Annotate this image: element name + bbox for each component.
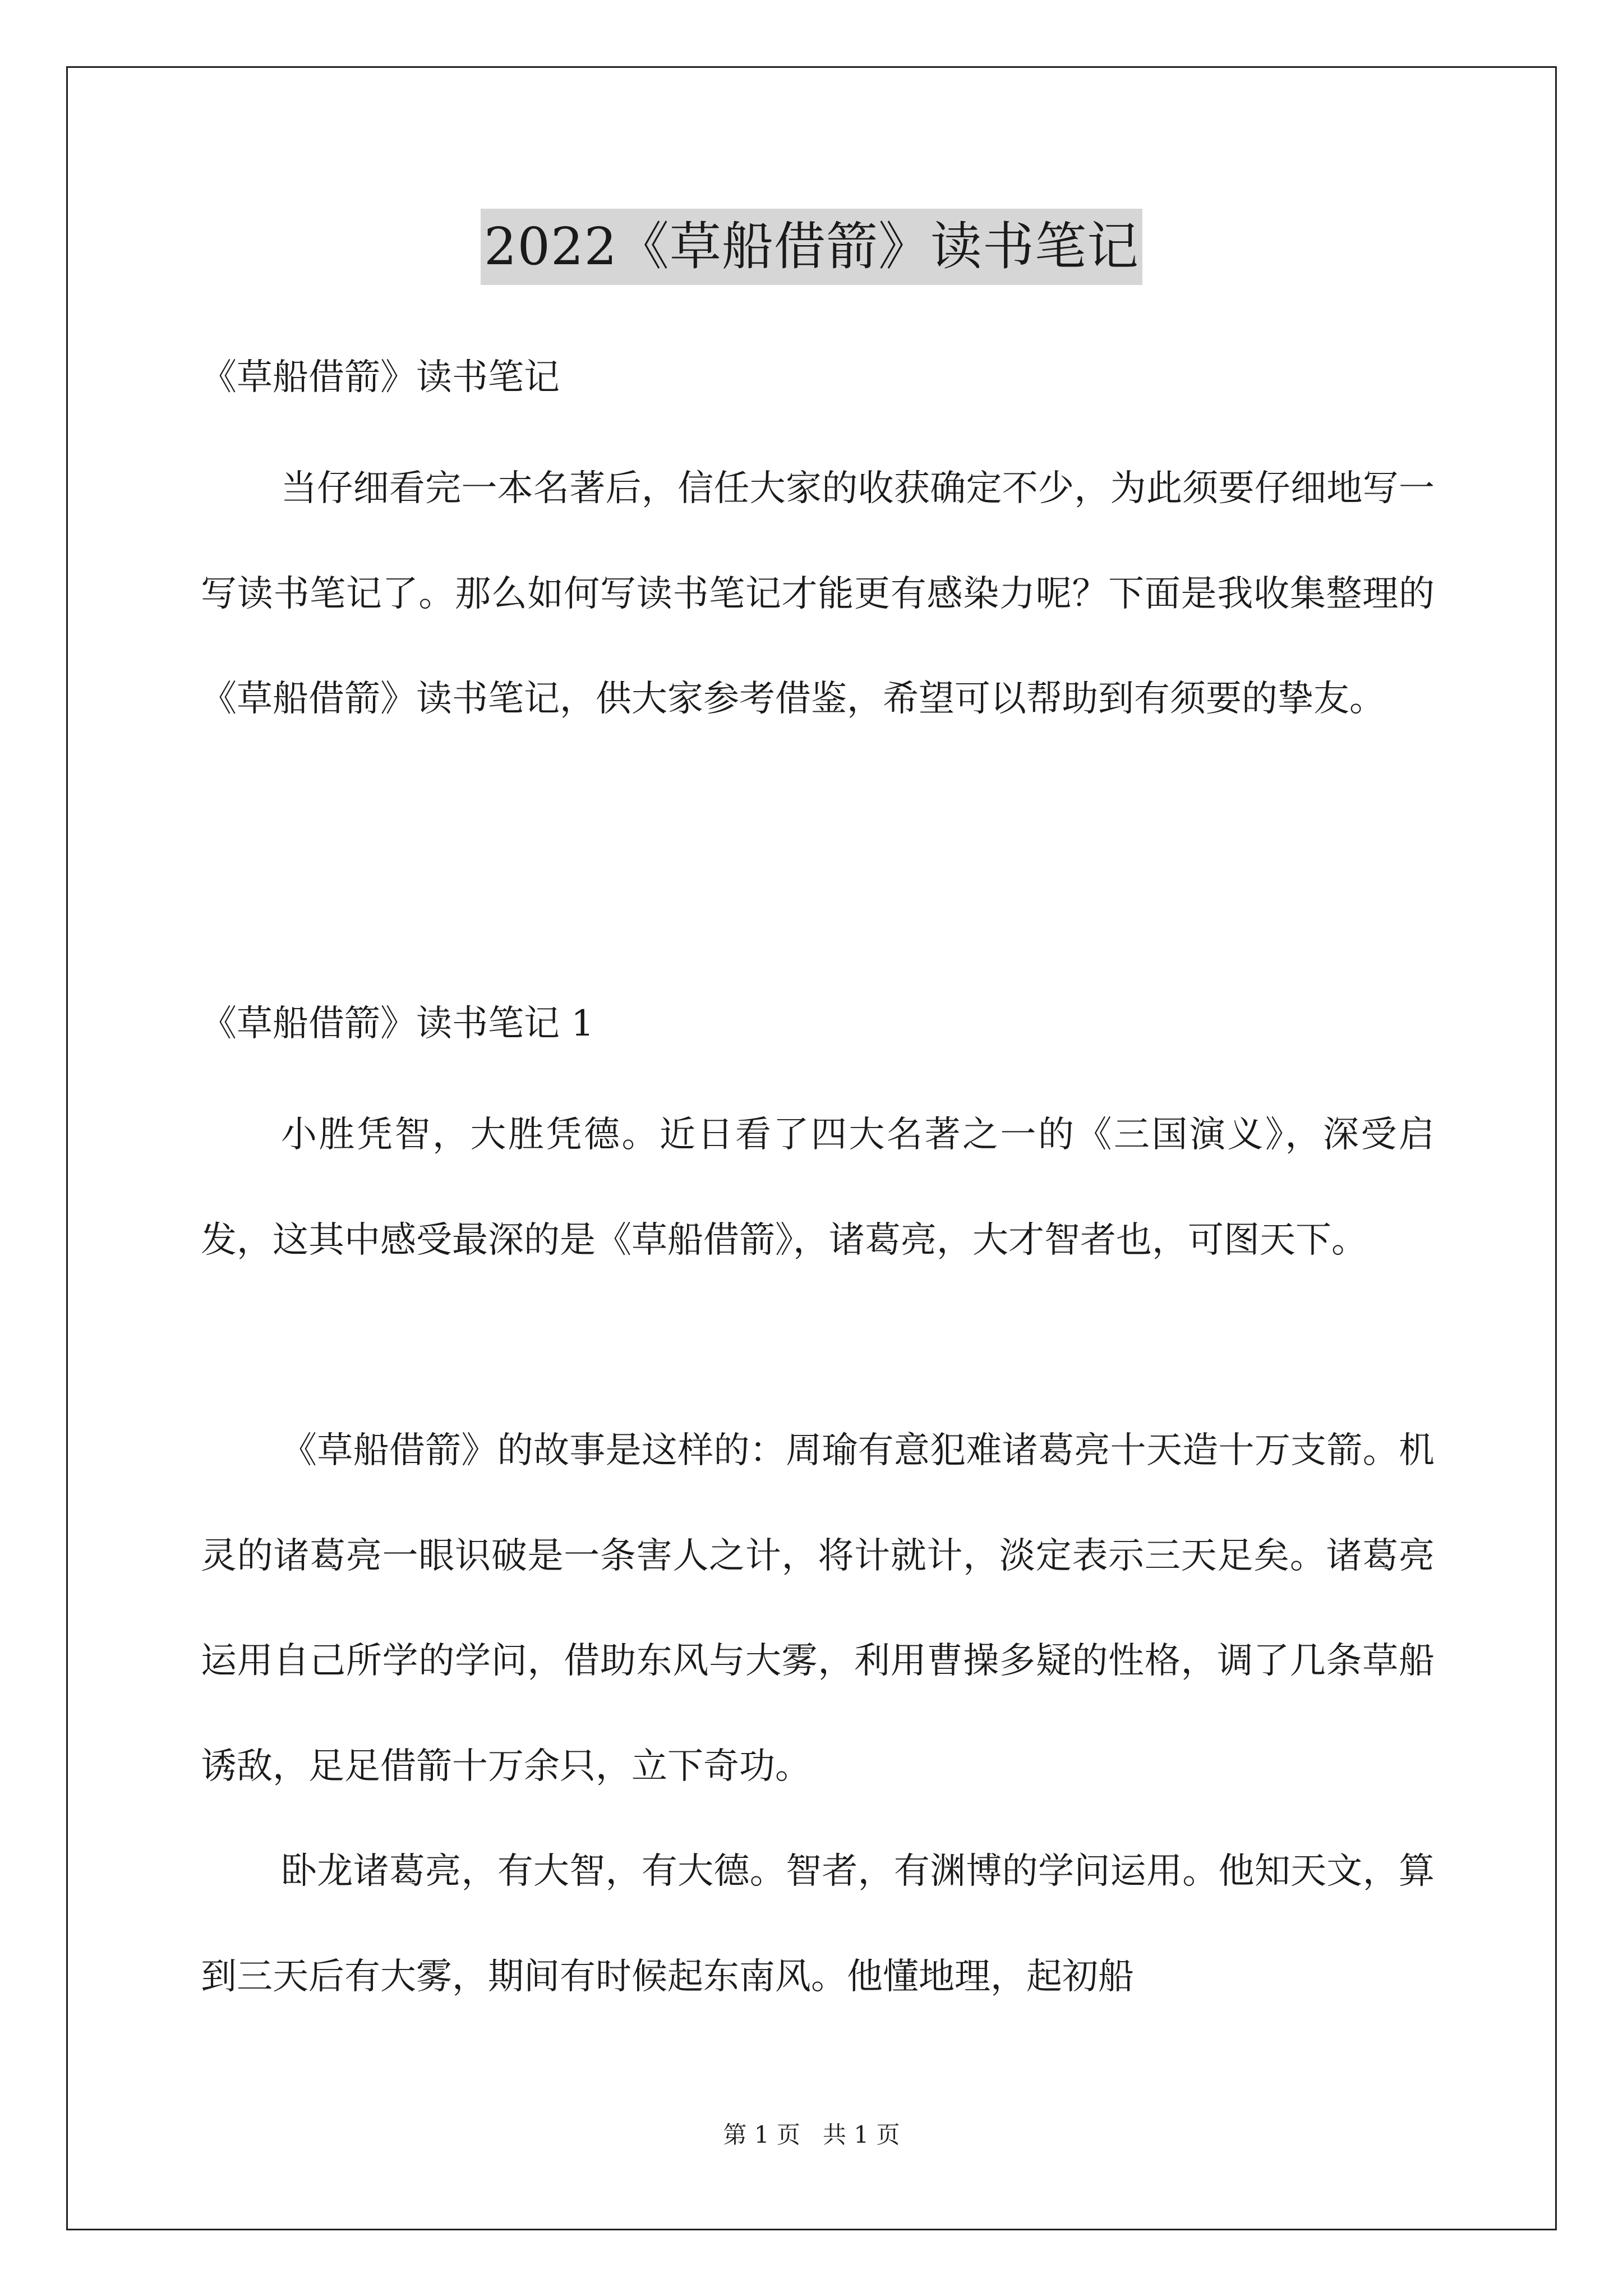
intro-subheading: 《草船借箭》读书笔记 [201, 357, 560, 398]
body-paragraph: 《草船借箭》的故事是这样的：周瑜有意犯难诸葛亮十天造十万支箭。机灵的诸葛亮一眼识破是一条害人之计，将计就计，淡定表示三天足矣。诸葛亮运用自己所学的学问，借助东风与大雾，利用曹操多疑的性格，调了几条草船诱敌，足足借箭十万余只，立下奇功。 [201, 1430, 1435, 1787]
title-container [0, 209, 1623, 285]
document-title: 2022《草船借箭》读书笔记 [481, 209, 1142, 285]
body-paragraph: 卧龙诸葛亮，有大智，有大德。智者，有渊博的学问运用。他知天文，算到三天后有大雾，期间有时候起东南风。他懂地理，起初船 [201, 1851, 1435, 1998]
page-number-footer: 第 1 页 共 1 页 [723, 2121, 900, 2148]
section-1-heading: 《草船借箭》读书笔记 1 [201, 1003, 594, 1045]
intro-paragraph: 当仔细看完一本名著后，信任大家的收获确定不少，为此须要仔细地写一写读书笔记了。那么如何写读书笔记才能更有感染力呢？下面是我收集整理的《草船借箭》读书笔记，供大家参考借鉴，希望可以帮助到有须要的挚友。 [201, 468, 1435, 720]
body-paragraph: 小胜凭智，大胜凭德。近日看了四大名著之一的《三国演义》，深受启发，这其中感受最深的是《草船借箭》，诸葛亮，大才智者也，可图天下。 [201, 1114, 1435, 1261]
